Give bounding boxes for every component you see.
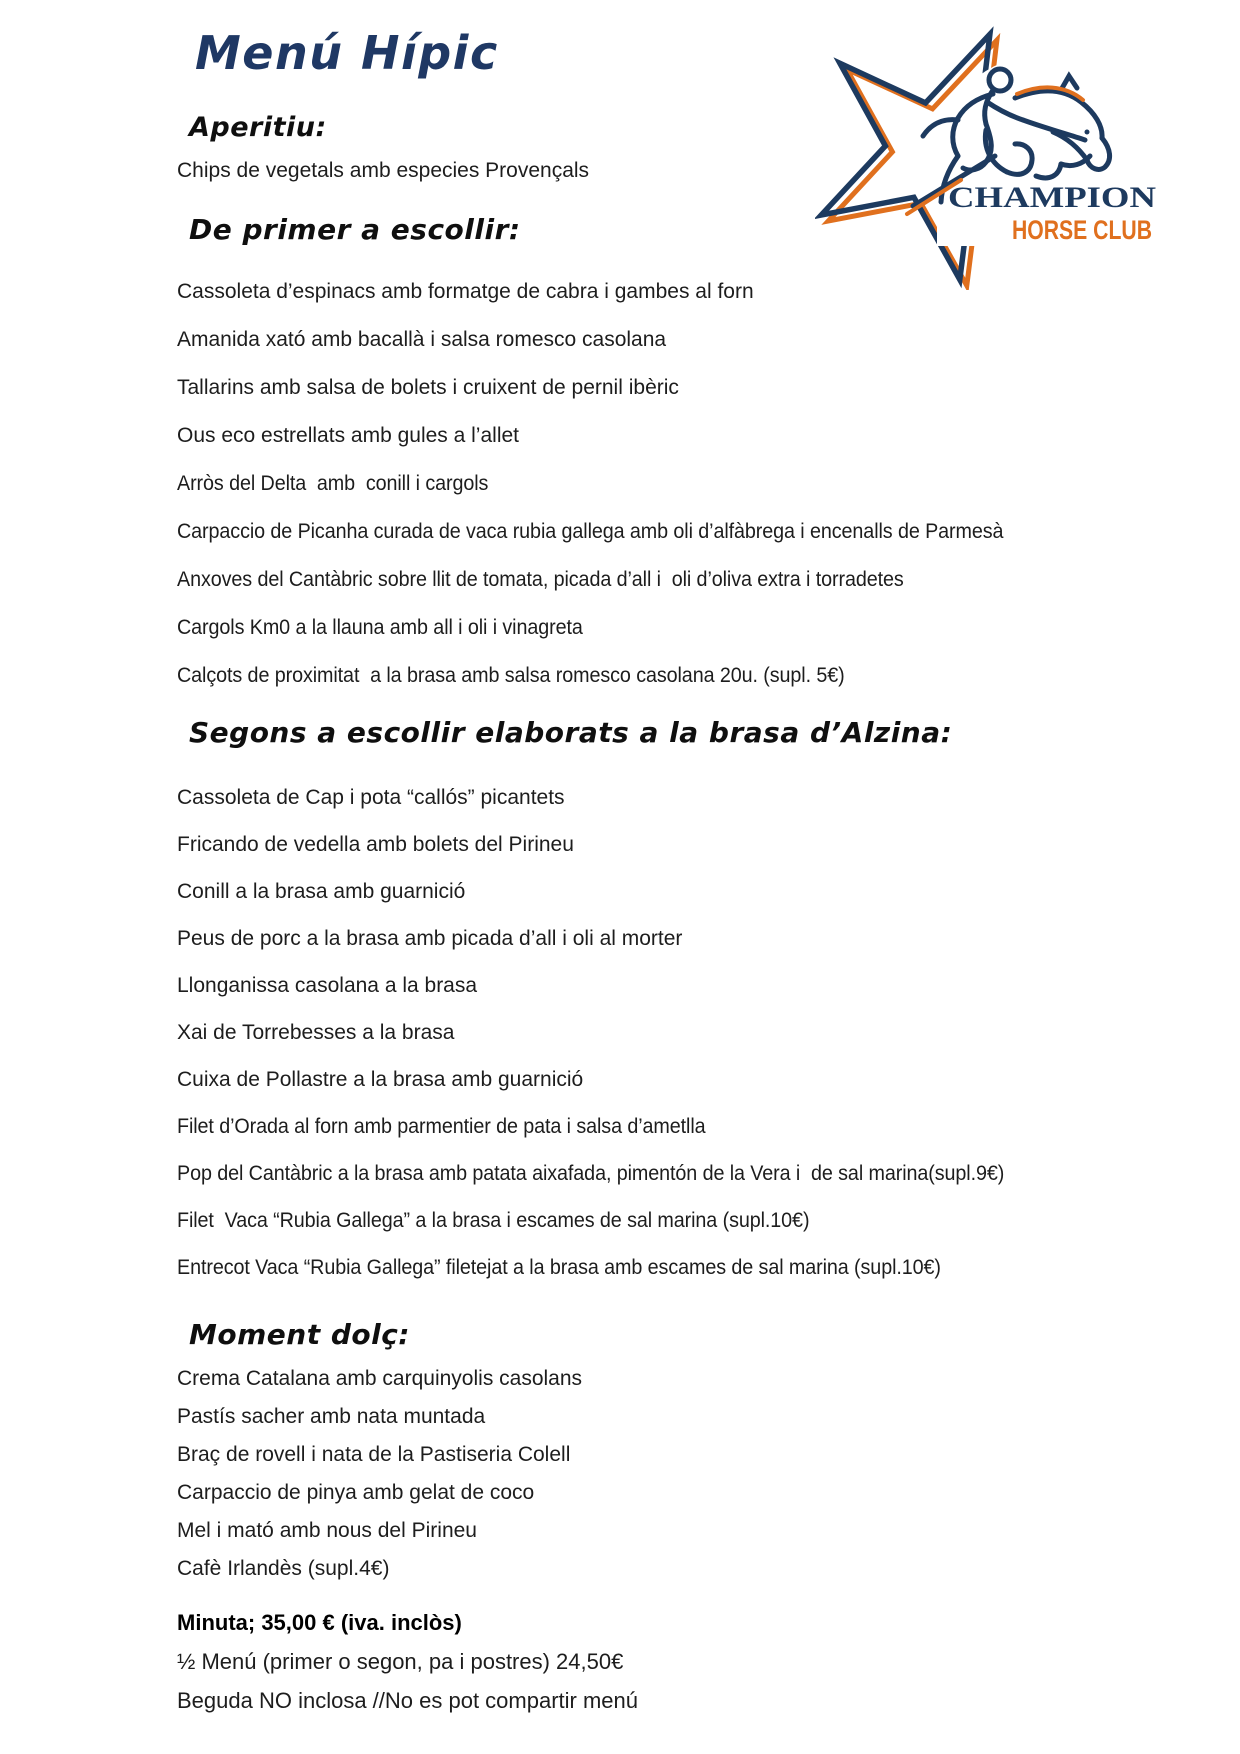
logo-text-champion: CHAMPION <box>948 181 1157 214</box>
menu-footer <box>177 1609 1197 1715</box>
menu-item: Tallarins amb salsa de bolets i cruixent de pernil ibèric <box>177 376 679 399</box>
menu-item-list <box>177 157 1197 185</box>
menu-item: Mel i mató amb nous del Pirineu <box>177 1519 477 1542</box>
section-heading: De primer a escollir: <box>189 213 521 246</box>
menu-item: Fricando de vedella amb bolets del Pirineu <box>177 833 574 856</box>
menu-item-list <box>177 278 1197 710</box>
menu-item: Ous eco estrellats amb gules a l’allet <box>177 424 519 447</box>
menu-item: Xai de Torrebesses a la brasa <box>177 1021 455 1044</box>
menu-item: Carpaccio de Picanha curada de vaca rubia gallega amb oli d’alfàbrega i encenalls de Parmesà <box>177 520 1004 543</box>
section-heading: Moment dolç: <box>189 1318 411 1351</box>
menu-item: Llonganissa casolana a la brasa <box>177 974 478 997</box>
section-heading: Segons a escollir elaborats a la brasa d’Alzina: <box>189 716 953 749</box>
menu-content <box>177 0 1197 1715</box>
menu-item: Conill a la brasa amb guarnició <box>177 880 466 903</box>
menu-item: Filet d’Orada al forn amb parmentier de pata i salsa d’ametlla <box>177 1115 706 1138</box>
section-second-courses <box>177 715 1197 1301</box>
menu-item: Entrecot Vaca “Rubia Gallega” filetejat a la brasa amb escames de sal marina (supl.10€) <box>177 1256 941 1279</box>
section-desserts <box>177 1317 1197 1593</box>
menu-item: Amanida xató amb bacallà i salsa romesco casolana <box>177 328 667 351</box>
menu-item: Braç de rovell i nata de la Pastiseria Colell <box>177 1443 571 1466</box>
menu-item: Pastís sacher amb nata muntada <box>177 1405 486 1428</box>
menu-price-line: Minuta; 35,00 € (iva. inclòs) <box>177 1610 462 1635</box>
menu-item: Crema Catalana amb carquinyolis casolans <box>177 1367 583 1390</box>
page-title: Menú Hípic <box>195 26 499 80</box>
half-menu-line: ½ Menú (primer o segon, pa i postres) 24,50€ <box>177 1649 624 1674</box>
section-aperitiu <box>177 112 1197 185</box>
menu-item: Carpaccio de pinya amb gelat de coco <box>177 1481 535 1504</box>
menu-item: Arròs del Delta amb conill i cargols <box>177 472 489 495</box>
menu-item: Cargols Km0 a la llauna amb all i oli i vinagreta <box>177 616 583 639</box>
menu-item-list <box>177 784 1197 1301</box>
menu-item: Peus de porc a la brasa amb picada d’all i oli al morter <box>177 927 683 950</box>
menu-note-line: Beguda NO inclosa //No es pot compartir menú <box>177 1688 639 1713</box>
logo-text-horse-club: HORSE CLUB <box>1012 215 1152 245</box>
menu-item: Chips de vegetals amb especies Provençals <box>177 159 590 182</box>
menu-item: Cassoleta d’espinacs amb formatge de cabra i gambes al forn <box>177 280 754 303</box>
menu-item: Pop del Cantàbric a la brasa amb patata aixafada, pimentón de la Vera i de sal marina(supl.9€) <box>177 1162 1005 1185</box>
menu-item: Cuixa de Pollastre a la brasa amb guarnició <box>177 1068 584 1091</box>
section-first-courses <box>177 212 1197 710</box>
menu-item-list <box>177 1365 1197 1593</box>
section-heading: Aperitiu: <box>189 112 327 143</box>
menu-item: Anxoves del Cantàbric sobre llit de tomata, picada d’all i oli d’oliva extra i torradetes <box>177 568 904 591</box>
menu-item: Cassoleta de Cap i pota “callós” picantets <box>177 786 565 809</box>
menu-item: Filet Vaca “Rubia Gallega” a la brasa i escames de sal marina (supl.10€) <box>177 1209 810 1232</box>
menu-item: Cafè Irlandès (supl.4€) <box>177 1557 390 1580</box>
menu-item: Calçots de proximitat a la brasa amb salsa romesco casolana 20u. (supl. 5€) <box>177 664 845 687</box>
